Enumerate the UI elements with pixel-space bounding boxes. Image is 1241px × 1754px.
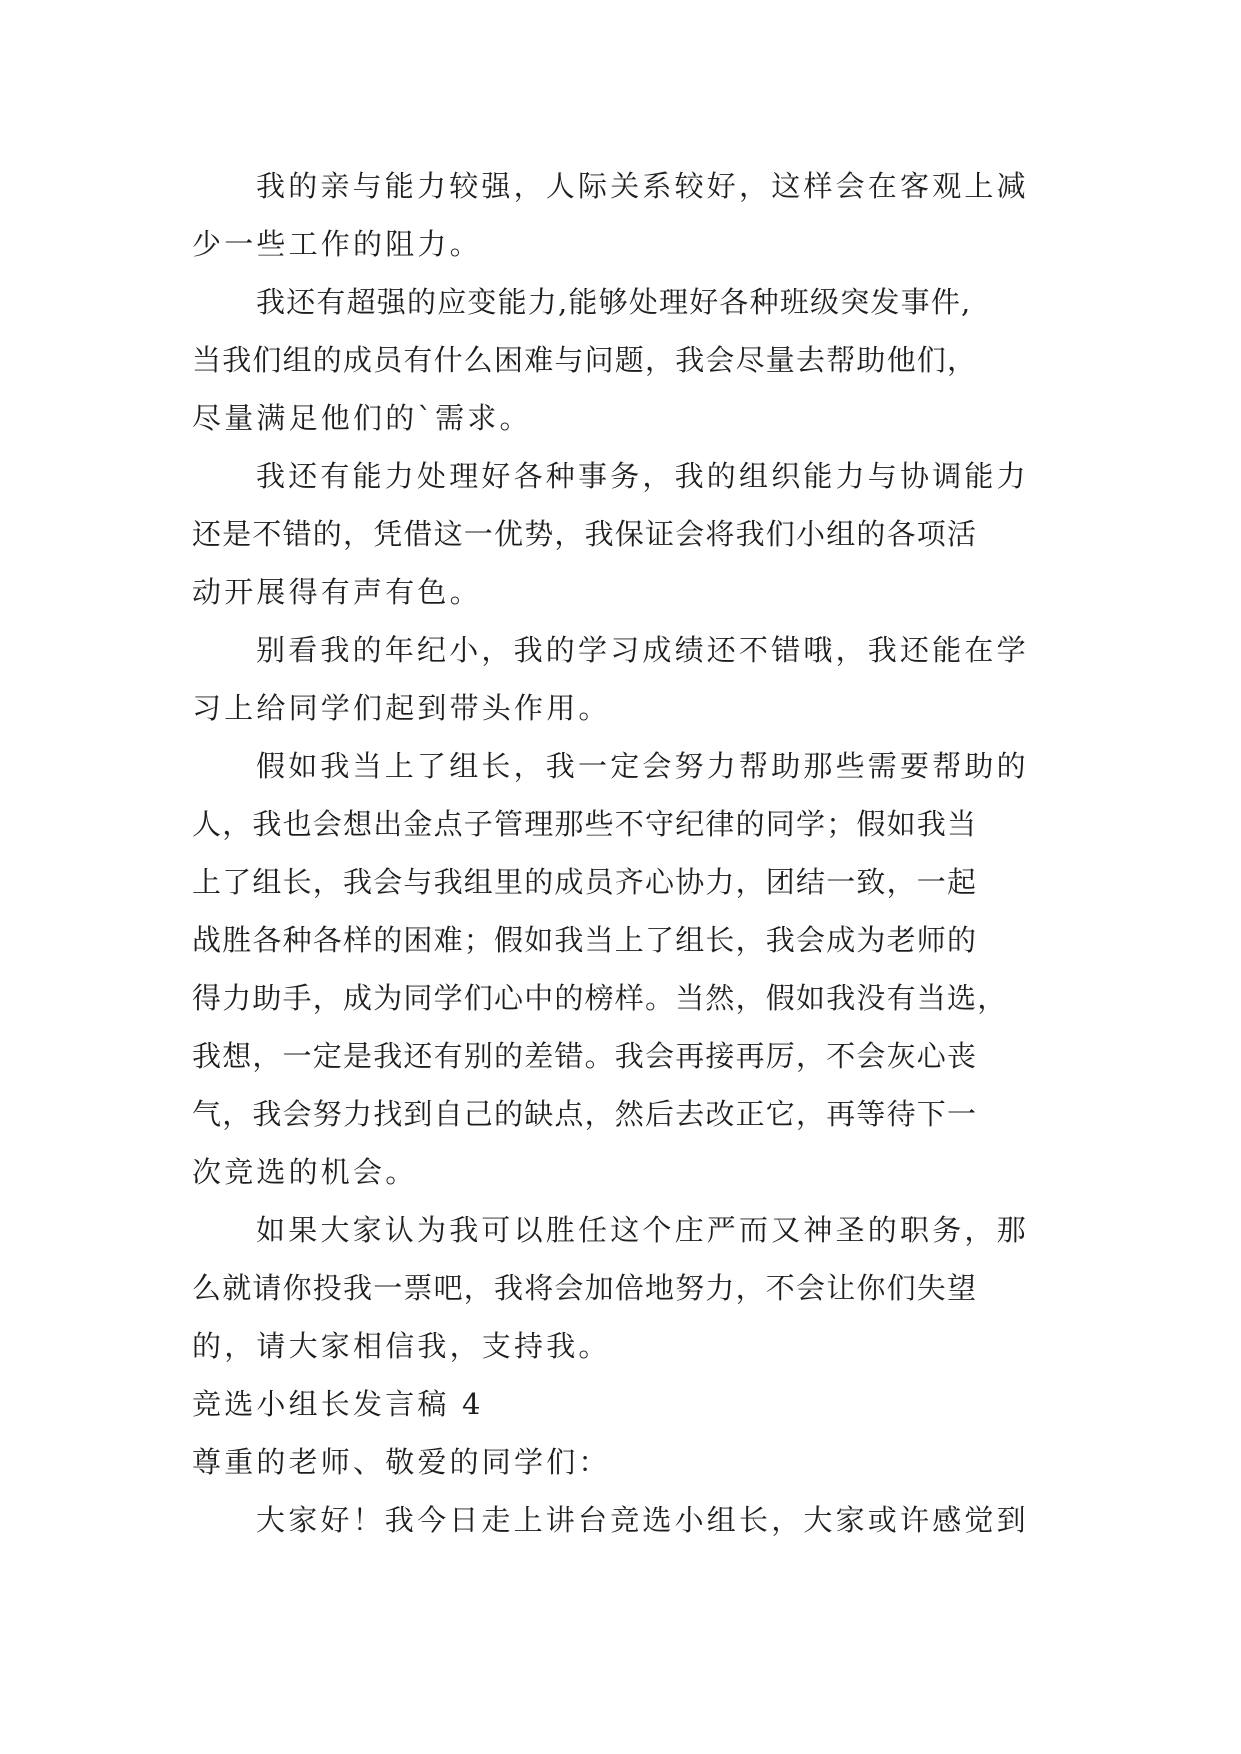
text-line: 我的亲与能力较强，人际关系较好，这样会在客观上减 [256,169,1029,203]
text-line: 还是不错的，凭借这一优势，我保证会将我们小组的各项活 [192,517,978,551]
text-line: 习上给同学们起到带头作用。 [192,691,611,725]
text-line: 么就请你投我一票吧，我将会加倍地努力，不会让你们失望 [192,1271,978,1305]
text-line: 气，我会努力找到自己的缺点，然后去改正它，再等待下一 [192,1097,978,1131]
text-line: 动开展得有声有色。 [192,575,482,609]
text-line: 别看我的年纪小，我的学习成绩还不错哦，我还能在学 [256,633,1029,667]
text-line: 战胜各种各样的困难；假如我当上了组长，我会成为老师的 [192,923,978,957]
text-line: 人，我也会想出金点子管理那些不守纪律的同学；假如我当 [192,807,978,841]
text-line: 大家好！我今日走上讲台竞选小组长，大家或许感觉到 [256,1503,1029,1537]
text-line: 如果大家认为我可以胜任这个庄严而又神圣的职务，那 [256,1213,1029,1247]
text-line: 我还有能力处理好各种事务，我的组织能力与协调能力 [256,459,1029,493]
salutation: 尊重的老师、敬爱的同学们： [192,1445,611,1479]
text-line: 得力助手，成为同学们心中的榜样。当然，假如我没有当选， [192,981,1008,1015]
text-line: 次竞选的机会。 [192,1155,418,1189]
text-line: 的，请大家相信我，支持我。 [192,1329,611,1363]
section-heading: 竞选小组长发言稿 4 [192,1387,484,1421]
text-line: 少一些工作的阻力。 [192,227,482,261]
text-line: 当我们组的成员有什么困难与问题，我会尽量去帮助他们， [192,343,978,377]
text-line: 我想，一定是我还有别的差错。我会再接再厉，不会灰心丧 [192,1039,978,1073]
text-line: 假如我当上了组长，我一定会努力帮助那些需要帮助的 [256,749,1029,783]
text-line: 上了组长，我会与我组里的成员齐心协力，团结一致，一起 [192,865,978,899]
text-line: 我还有超强的应变能力,能够处理好各种班级突发事件, [256,285,972,319]
text-line: 尽量满足他们的`需求。 [192,401,532,435]
